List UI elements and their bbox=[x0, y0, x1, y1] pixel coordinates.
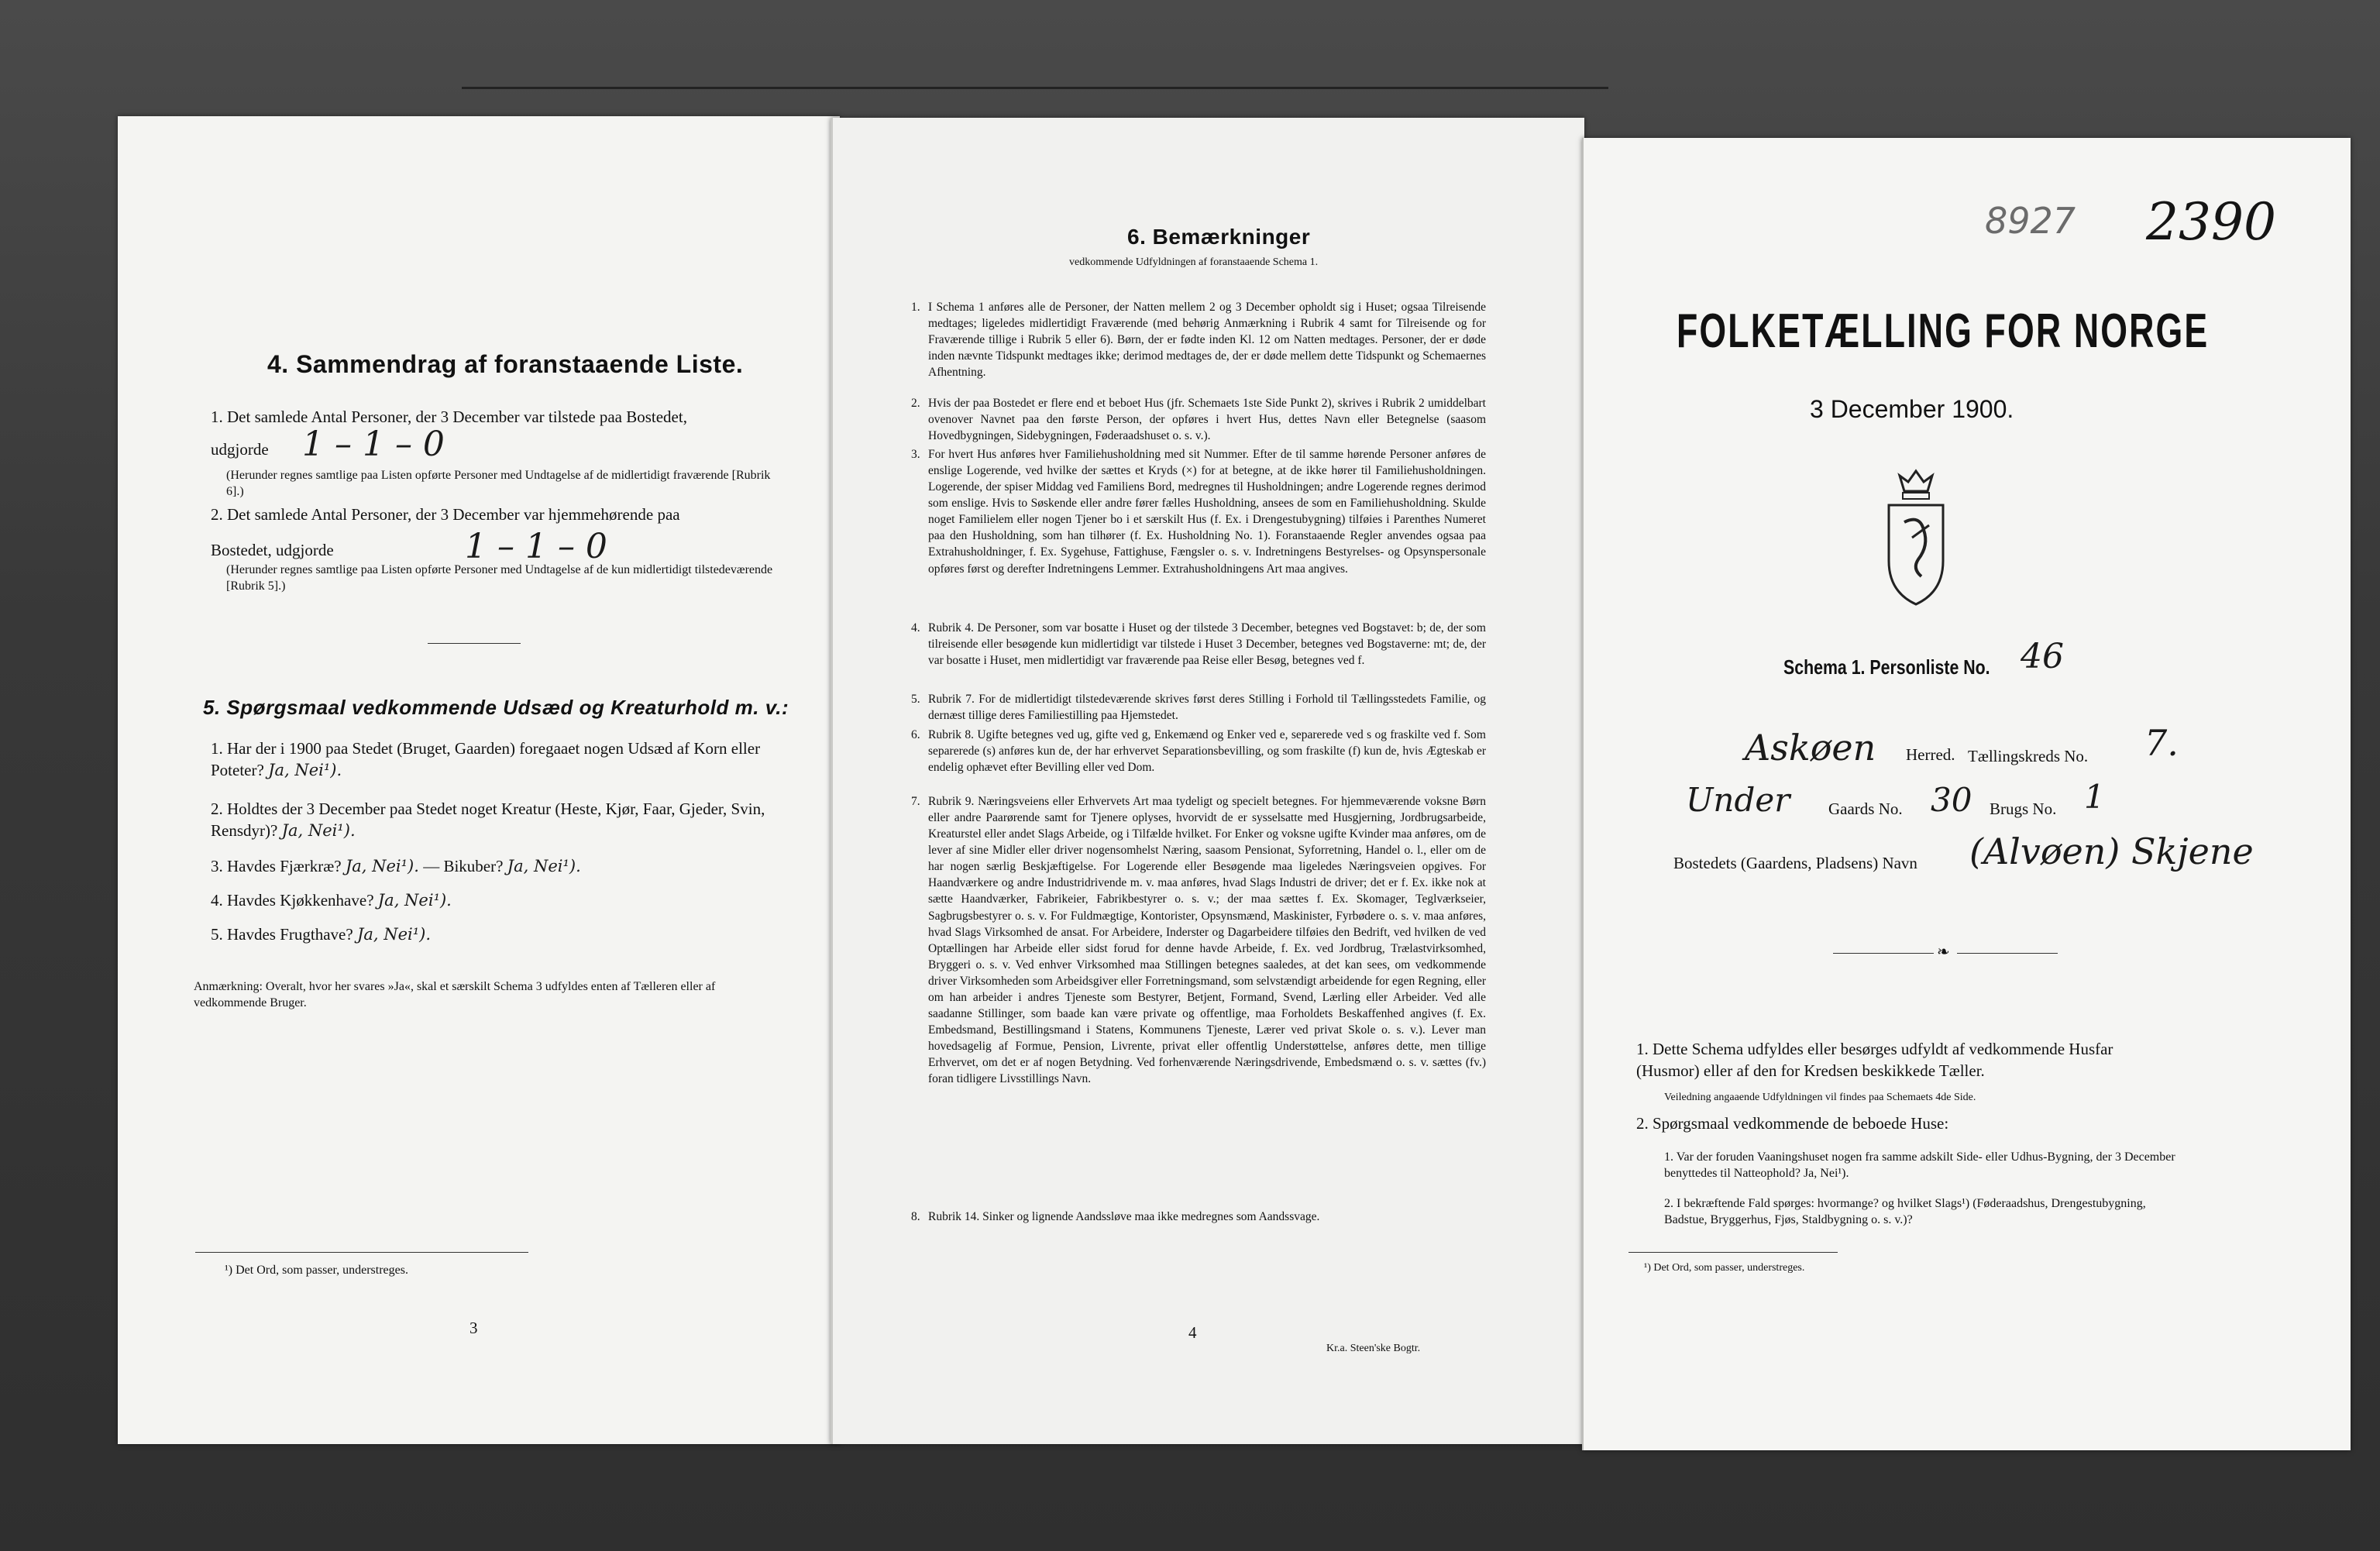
s5-q1 bbox=[211, 738, 769, 782]
q2-bostedet: Bostedet, udgjorde bbox=[211, 541, 334, 559]
s5-q2-text: 2. Holdtes der 3 December paa Stedet noget Kreatur (Heste, Kjør, Faar, Gjeder, Svin, Rensdyr)? bbox=[211, 800, 765, 841]
left-page-number: 3 bbox=[469, 1319, 478, 1337]
remark-6 bbox=[911, 727, 1486, 776]
s5-q3 bbox=[211, 855, 769, 877]
divider bbox=[428, 643, 521, 644]
s5-q4-text: 4. Havdes Kjøkkenhave? bbox=[211, 891, 374, 910]
q2-text: 2. Det samlede Antal Personer, der 3 December var hjemmehørende paa bbox=[211, 505, 680, 524]
census-date: 3 December 1900. bbox=[1810, 395, 2014, 423]
under-note: Under bbox=[1686, 781, 1790, 819]
remark-8 bbox=[911, 1209, 1486, 1225]
remark-number: 1. bbox=[911, 301, 920, 314]
gaards-label: Gaards No. bbox=[1828, 800, 1903, 818]
s5-q4 bbox=[211, 889, 769, 911]
middle-subtitle: vedkommende Udfyldningen af foranstaaende Schema 1. bbox=[1069, 256, 1319, 268]
remark-number: 4. bbox=[911, 621, 920, 634]
brugs-value: 1 bbox=[2084, 778, 2105, 816]
remark-text: Rubrik 4. De Personer, som var bosatte i Huset og der tilstede 3 December, betegnes ved Bogstavet: b; de, der som tilreisende eller besøgende kun midlertidigt var tilstede i Huset 3 December, betegnes ved Bogstaverne: mt; de, der var bosatte i Huset, men midlertidigt var fraværende paa Reise eller Besøg, betegnes ved f. bbox=[928, 621, 1486, 668]
pencil-number: 8927 bbox=[1985, 200, 2076, 242]
remark-text: Hvis der paa Bostedet er flere end et beboet Hus (jfr. Schemaets 1ste Side Punkt 2), skrives i Rubrik 2 umiddelbart ovenover Navnet paa den første Person, der opføres i hvert Hus, dettes Navn eller Betegnelse (saasom Hovedbygningen, Sidebygningen, Føderaadshuset o. s. v.). bbox=[928, 397, 1486, 443]
s5-q4-answer: Ja, Nei¹). bbox=[377, 891, 452, 910]
remark-number: 7. bbox=[911, 795, 920, 808]
remark-3 bbox=[911, 446, 1486, 577]
s5-q3-answer: Ja, Nei¹). bbox=[345, 857, 419, 875]
q1-text: 1. Det samlede Antal Personer, der 3 December var tilstede paa Bostedet, bbox=[211, 408, 687, 426]
ornament-rule-left bbox=[1833, 953, 1934, 954]
remark-number: 2. bbox=[911, 397, 920, 410]
remark-text: For hvert Hus anføres hver Familiehusholdning med sit Nummer. Efter de til samme hørende Personer anføres de enslige Logerende, ved hvilke der sættes et Kryds (×) for at betegne, at de ikke hører til Familiehusholdningen. Logerende, der spiser Middag ved Familiens Bord, medregnes til Husholdningen; andre Logerende regnes derimod som enslige. Hvis to Søskende eller andre fører fælles Husholdning, ansees de som en Familiehusholdning. Skulde noget Familielem eller nogen Tjener bo i et særskilt Hus (f. Ex. i Drengestubygning) tilføies i Parenthes Numeret paa den Husholdning, som han tilhører (f. Ex. Husholdning No. 1). Foranstaaende Regler anvendes ogsaa paa Extrahusholdninger, f. Ex. Sygehuse, Fattighuse, Fængsler o. s. v. Indretningens Bestyrelses- og Opsynspersonale opføres først og derefter Indretningens Lemmer. Extrahusholdningens Art maa angives. bbox=[928, 448, 1486, 576]
kreds-label: Tællingskreds No. bbox=[1968, 747, 2089, 765]
q2-value: 1 – 1 – 0 bbox=[465, 527, 607, 566]
right-item2-2: 2. I bekræftende Fald spørges: hvormange? og hvilket Slags¹) (Føderaadshus, Drengestubygning, Badstue, Bryggerhus, Fjøs, Staldbygning o. s. v.)? bbox=[1664, 1197, 2146, 1226]
s5-q5 bbox=[211, 923, 769, 945]
remark-text: Rubrik 9. Næringsveiens eller Erhvervets Art maa tydeligt og specielt betegnes. For hjemmeværende voksne Børn eller andre Paarørende samt for Tjenere oplyses, hvorvidt de er sysselsatte med Husgjerning, Jordbrugsarbeide, Kreaturstel eller andet Slags Arbeide, og i Tilfælde hvilket. For Enker og voksne ugifte Kvinder maa anføres, om de lever af sine Midler eller driver nogensomhelst Næring, saasom Pensionat, Syforretning, Handel o. l., eller om de har nogen særlig Beskjæftigelse. For Logerende eller Besøgende maa ligeledes Næringsveien opgives. For Haandværkere og andre Industridrivende m. v. maa anføres, hvad Slags Industri de driver; det er f. Ex. ikke nok at sætte Haandværker, Fabrikeier, Fabrikbestyrer o. s. v.; der maa sættes f. Ex. Skomager, Teglværkseier, Sagbrugsbestyrer o. s. v. For Fuldmægtige, Kontorister, Opsynsmænd, Maskinister, Fyrbødere o. s. v. maa anføres, hvad Slags Virksomhed de ansat. For Arbeidere, Inderster og Dagarbeidere tilføies den Bedrift, ved hvilken de ved Optællingen har Arbeide eller sidst forud for denne havde Arbeide, f. Ex. ved Jordbrug, Trælastvirksomhed, Bryggeri o. s. v. Ved enhver Virksomhed maa Stillingen betegnes saaledes, at det kan sees, om vedkommende driver Virksomheden som Arbeidsgiver eller Forretningsmand, som selvstændigt arbeidende for egen Regning, eller om han arbeider i andres Tjeneste som Bestyrer, Betjent, Formand, Svend, Lærling eller Arbeider. Ved alle saadanne Stillinger, som baade kan være private og offentlige, maa Forholdets Beskaffenhed angives (f. Ex. Embedsmand, Bestillingsmand i Statens, Kommunens Tjeneste, Lærer ved privat Skole o. s. v.). Lever man hovedsagelig af Formue, Pension, Livrente, privat eller offentlig Understøttelse, anføres dette, men tillige Erhvervet, om det er af nogen Betydning. Ved forhenværende Næringsdrivende, Embedsmænd o. s. v. sættes (fv.) foran tidligere Livsstillings Navn. bbox=[928, 795, 1486, 1086]
coat-of-arms-icon bbox=[1881, 468, 1951, 607]
ornament-rule-right bbox=[1957, 953, 2058, 954]
s5-q1-text: 1. Har der i 1900 paa Stedet (Bruget, Gaarden) foregaaet nogen Udsæd af Korn eller Poteter? bbox=[211, 739, 761, 780]
remark-2 bbox=[911, 395, 1486, 444]
kreds-value: 7. bbox=[2144, 722, 2179, 764]
remark-7 bbox=[911, 793, 1486, 1087]
middle-page-number: 4 bbox=[1188, 1323, 1197, 1342]
gaards-value: 30 bbox=[1931, 781, 1972, 819]
remark-number: 3. bbox=[911, 448, 920, 461]
q2-note: (Herunder regnes samtlige paa Listen opførte Personer med Undtagelse af de kun midlertidigt tilstedeværende [Rubrik 5].) bbox=[226, 563, 773, 593]
ink-number: 2390 bbox=[2146, 192, 2276, 252]
remark-number: 5. bbox=[911, 693, 920, 706]
s5-q3b-answer: Ja, Nei¹). bbox=[507, 857, 581, 875]
remark-1 bbox=[911, 299, 1486, 380]
remark-text: I Schema 1 anføres alle de Personer, der Natten mellem 2 og 3 December opholdt sig i Huset; ogsaa Tilreisende medtages; ligeledes midlertidigt Fraværende (med behørig Anmærkning i Rubrik 4 samt for Tilreisende og for Fraværende tillige i Rubrik 5 eller 6). Børn, der er fødte inden Kl. 12 om Natten medtages. Personer, der er døde inden nævnte Tidspunkt medtages ikke; derimod medtages de, der er døde mellem dette Tidspunkt og Schemaernes Afhentning. bbox=[928, 301, 1486, 380]
s5-q3-text: 3. Havdes Fjærkræ? bbox=[211, 857, 342, 875]
brugs-label: Brugs No. bbox=[1990, 800, 2057, 818]
ornament-icon: ❧ bbox=[1937, 944, 1950, 961]
bosted-value: (Alvøen) Skjene bbox=[1969, 831, 2254, 872]
left-footnote: ¹) Det Ord, som passer, understreges. bbox=[225, 1264, 408, 1277]
q1-value: 1 – 1 – 0 bbox=[302, 425, 445, 464]
remark-text: Rubrik 7. For de midlertidigt tilstedeværende skrives først deres Stilling i Forhold til Tællingsstedets Familie, og dernæst tillige deres Familiestilling paa Hjemstedet. bbox=[928, 693, 1486, 723]
right-item1: 1. Dette Schema udfyldes eller besørges udfyldt af vedkommende Husfar (Husmor) eller af den for Kredsen beskikkede Tæller. bbox=[1636, 1040, 2113, 1081]
herred-value: Askøen bbox=[1745, 727, 1876, 769]
right-item2-1: 1. Var der foruden Vaaningshuset nogen fra samme adskilt Side- eller Udhus-Bygning, der 3 December benyttedes til Natteophold? Ja, Nei¹). bbox=[1664, 1150, 2175, 1180]
remark-text: Rubrik 14. Sinker og lignende Aandssløve maa ikke medregnes som Aandssvage. bbox=[928, 1210, 1320, 1223]
section5-title: 5. Spørgsmaal vedkommende Udsæd og Kreaturhold m. v.: bbox=[203, 696, 789, 719]
q1-udgjorde: udgjorde bbox=[211, 440, 269, 459]
s5-q3b-text: — Bikuber? bbox=[423, 857, 504, 875]
personliste-number: 46 bbox=[2021, 637, 2064, 676]
remark-5 bbox=[911, 691, 1486, 724]
document-title: FOLKETÆLLING FOR NORGE bbox=[1677, 304, 2210, 358]
remark-4 bbox=[911, 620, 1486, 669]
remark-text: Rubrik 8. Ugifte betegnes ved ug, gifte ved g, Enkemænd og Enker ved e, separerede ved s og fraskilte ved f. Som separerede (s) anføres kun de, der har erhvervet Separationsbevilling, og som fraskilte (f) kun de, hvis Ægteskab er endelig ophævet efter Bevilling eller ved Dom. bbox=[928, 728, 1486, 775]
remark-number: 6. bbox=[911, 728, 920, 741]
middle-title: 6. Bemærkninger bbox=[1127, 225, 1311, 249]
s5-q5-text: 5. Havdes Frugthave? bbox=[211, 925, 353, 944]
right-item2: 2. Spørgsmaal vedkommende de beboede Huse: bbox=[1636, 1114, 1949, 1133]
q1-note: (Herunder regnes samtlige paa Listen opførte Personer med Undtagelse af de midlertidigt fraværende [Rubrik 6].) bbox=[226, 469, 771, 498]
right-item1-note: Veiledning angaaende Udfyldningen vil findes paa Schemaets 4de Side. bbox=[1664, 1092, 1976, 1103]
anmerkning: Anmærkning: Overalt, hvor her svares »Ja«, skal et særskilt Schema 3 udfyldes enten af Tælleren eller af vedkommende Bruger. bbox=[194, 980, 716, 1009]
right-footnote: ¹) Det Ord, som passer, understreges. bbox=[1644, 1262, 1805, 1274]
s5-q2-answer: Ja, Nei¹). bbox=[281, 821, 356, 841]
schema-label: Schema 1. Personliste No. bbox=[1783, 655, 1990, 679]
top-rule bbox=[462, 87, 1608, 89]
footnote-rule bbox=[195, 1252, 528, 1253]
herred-label: Herred. bbox=[1906, 745, 1955, 764]
remark-number: 8. bbox=[911, 1210, 920, 1223]
s5-q2 bbox=[211, 798, 769, 842]
right-footnote-rule bbox=[1629, 1252, 1838, 1253]
s5-q5-answer: Ja, Nei¹). bbox=[356, 925, 432, 944]
section4-title: 4. Sammendrag af foranstaaende Liste. bbox=[267, 350, 744, 378]
bosted-label: Bostedets (Gaardens, Pladsens) Navn bbox=[1673, 854, 1917, 872]
printer-mark: Kr.a. Steen'ske Bogtr. bbox=[1326, 1343, 1421, 1354]
s5-q1-answer: Ja, Nei¹). bbox=[268, 761, 342, 780]
